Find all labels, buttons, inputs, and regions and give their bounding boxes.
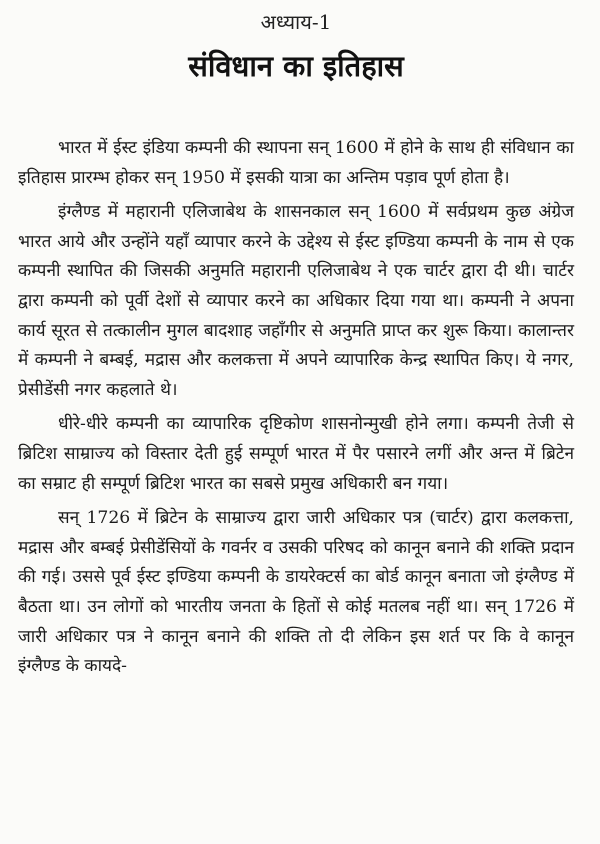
- chapter-title: संविधान का इतिहास: [188, 49, 404, 83]
- paragraph-3: धीरे-धीरे कम्पनी का व्यापारिक दृष्टिकोण शासनोन्मुखी होने लगा। कम्पनी तेजी से ब्रिटिश साम्राज्य को विस्तार देती हुई सम्पूर्ण भारत में पैर पसारने लगीं और अन्त में ब्रिटेन का सम्राट ही सम्पूर्ण ब्रिटिश भारत का सबसे प्रमुख अधिकारी बन गया।: [18, 414, 574, 494]
- paragraph-2: इंग्लैण्ड में महारानी एलिजाबेथ के शासनकाल सन् 1600 में सर्वप्रथम कुछ अंग्रेज भारत आये और उन्होंने यहाँ व्यापार करने के उद्देश्य से ईस्ट इण्डिया कम्पनी के नाम से एक कम्पनी स्थापित की जिसकी अनुमति महारानी एलिजाबेथ ने एक चार्टर द्वारा दी थी। चार्टर द्वारा कम्पनी को पूर्वी देशों से व्यापार करने का अधिकार दिया गया था। कम्पनी ने अपना कार्य सूरत से तत्कालीन मुगल बादशाह जहाँगीर से अनुमति प्राप्त कर शुरू किया। कालान्तर में कम्पनी ने बम्बई, मद्रास और कलकत्ता में अपने व्यापारिक केन्द्र स्थापित किए। ये नगर, प्रेसीडेंसी नगर कहलाते थे।: [18, 202, 574, 400]
- chapter-label: अध्याय-1: [260, 10, 332, 34]
- paragraph-4: सन् 1726 में ब्रिटेन के साम्राज्य द्वारा जारी अधिकार पत्र (चार्टर) द्वारा कलकत्ता, मद्रास और बम्बई प्रेसीडेंसियों के गवर्नर व उसकी परिषद को कानून बनाने की शक्ति प्रदान की गई। उससे पूर्व ईस्ट इण्डिया कम्पनी के डायरेक्टर्स का बोर्ड कानून बनाता जो इंग्लैण्ड में बैठता था। उन लोगों को भारतीय जनता के हितों से कोई मतलब नहीं था। सन् 1726 में जारी अधिकार पत्र ने कानून बनाने की शक्ति तो दी लेकिन इस शर्त पर कि वे कानून इंग्लैण्ड के कायदे-: [18, 508, 574, 677]
- paragraph-1: भारत में ईस्ट इंडिया कम्पनी की स्थापना सन् 1600 में होने के साथ ही संविधान का इतिहास प्रारम्भ होकर सन् 1950 में इसकी यात्रा का अन्तिम पड़ाव पूर्ण होता है।: [18, 138, 574, 188]
